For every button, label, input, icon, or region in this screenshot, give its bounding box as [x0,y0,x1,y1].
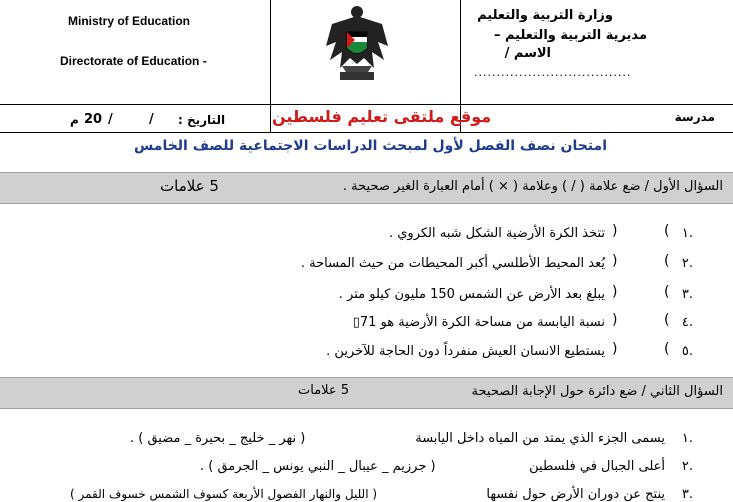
date-slash-2: / [108,112,113,127]
q1-heading: السؤال الأول / ضع علامة ( / ) وعلامة ( × ) أمام العبارة الغير صحيحة . [342,179,723,194]
ministry-ar: وزارة التربية والتعليم [477,8,613,23]
q1-item-1-text: تتخذ الكرة الأرضية الشكل شبه الكروي . [388,226,605,241]
name-dots: ................................... [474,66,632,79]
q1-item-4-close: ) [612,312,618,328]
school-label: مدرسة [674,110,715,124]
q2-item-3-options: ( الليل والنهار الفصول الأربعة كسوف الشمس خسوف القمر ) [70,487,378,501]
date-year: 20 [84,112,103,127]
q1-item-2-num: ٢. [681,256,693,271]
q2-item-2-options: ( جرزيم _ عيبال _ النبي يونس _ الجرمق ) . [200,459,436,474]
q2-marks: 5 علامات [298,383,350,398]
q2-item-2-text: أعلى الجبال في فلسطين [529,459,665,474]
q2-item-3-num: ٣. [681,487,693,502]
q1-item-1-close: ) [612,223,618,239]
q2-item-1-text: يسمى الجزء الذي يمتد من المياه داخل اليابسة [415,431,665,446]
q1-item-3-text: يبلغ بعد الأرض عن الشمس 150 مليون كيلو متر . [338,287,605,302]
date-suffix: م [70,113,79,127]
palestine-emblem [322,2,392,88]
q2-item-3-text: ينتج عن دوران الأرض حول نفسها [486,487,665,502]
q1-marks: 5 علامات [160,177,219,195]
exam-title: امتحان نصف الفصل لأول لمبحث الدراسات الاجتماعية للصف الخامس [134,138,607,154]
q1-item-1-num: ١. [681,226,693,241]
directorate-ar: مديرية التربية والتعليم – [493,28,647,43]
q1-item-3-open: ( [664,284,670,300]
q2-item-1-num: ١. [681,431,693,446]
q1-item-5-close: ) [612,341,618,357]
site-name: موقع ملتقى تعليم فلسطين [272,107,492,126]
ministry-en: Ministry of Education [68,14,191,28]
date-slash-1: / [149,112,154,127]
q2-item-2-num: ٢. [681,459,693,474]
q2-heading: السؤال الثاني / ضع دائرة حول الإجابة الصحيحة [471,384,723,399]
q1-item-5-num: ٥. [681,344,693,359]
q2-item-1-options: ( نهر _ خليج _ بحيرة _ مضيق ) . [130,431,306,446]
q1-item-2-text: يُعد المحيط الأطلسي أكبر المحيطات من حيث المساحة . [300,256,605,271]
q1-item-2-close: ) [612,253,618,269]
directorate-en: Directorate of Education - [60,54,207,68]
date-label: التاريخ : [178,113,226,127]
header-divider-left [270,0,271,104]
q1-item-5-open: ( [664,341,670,357]
q1-item-2-open: ( [664,253,670,269]
q1-item-3-close: ) [612,284,618,300]
q1-item-4-open: ( [664,312,670,328]
name-label: الاسم / [504,46,551,61]
q1-item-5-text: يستطيع الانسان العيش منفرداً دون الحاجة للآخرين . [326,344,605,359]
q1-item-3-num: ٣. [681,287,693,302]
q1-item-4-num: ٤. [681,315,693,330]
q1-item-4-text: نسبة اليابسة من مساحة الكرة الأرضية هو 71▯ [352,315,605,330]
q1-item-1-open: ( [664,223,670,239]
header-divider-right [460,0,461,104]
